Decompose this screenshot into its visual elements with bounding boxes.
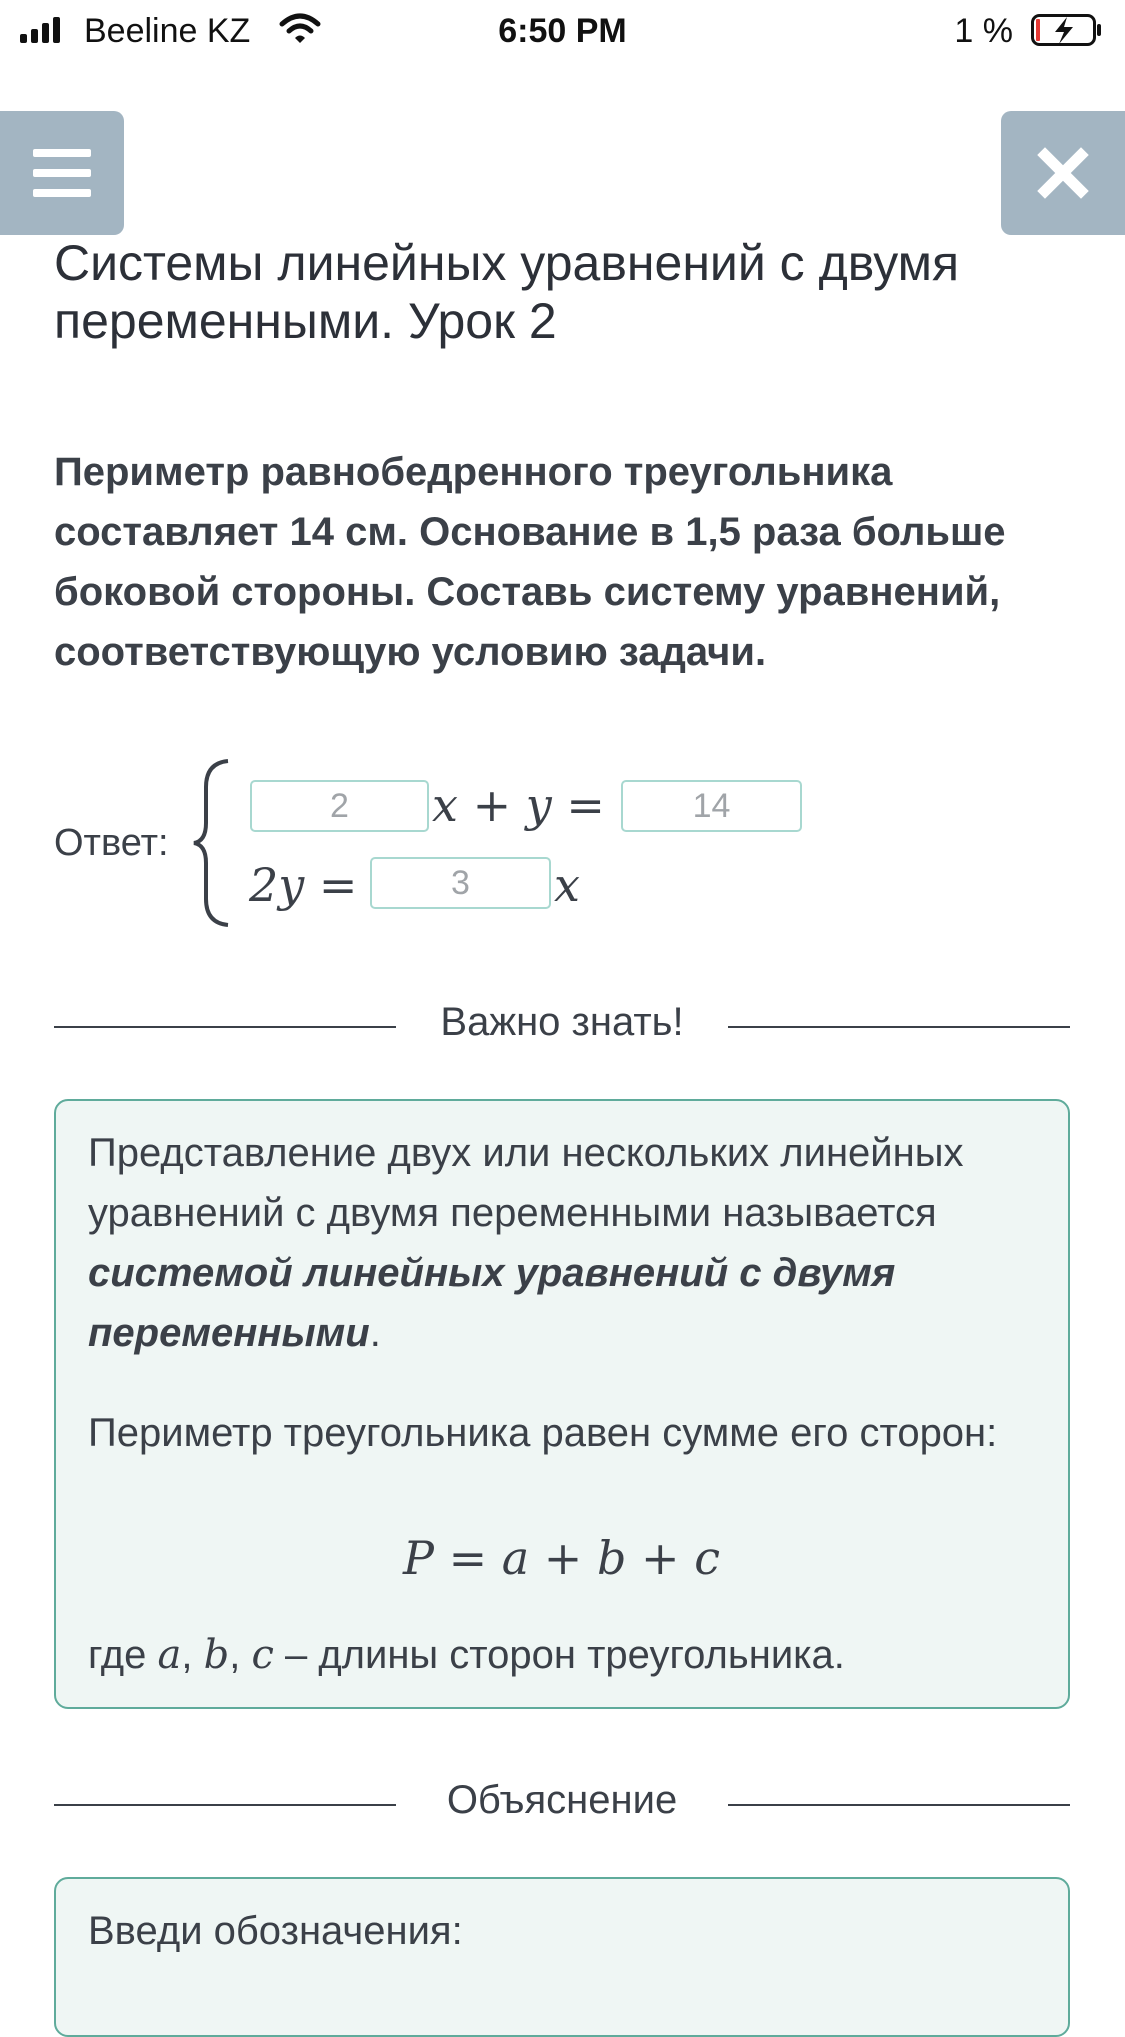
explanation-section-heading xyxy=(54,1778,1070,1830)
battery-charging-icon xyxy=(1031,14,1103,46)
equation-2-right: x xyxy=(554,858,580,912)
definition-text: Представление двух или нескольких линейных уравнений с двумя переменными называется xyxy=(88,1131,964,1235)
formula-b: b xyxy=(596,1531,627,1585)
battery-percent: 1 % xyxy=(954,12,1013,50)
system-definition xyxy=(88,1123,1048,1363)
var-a: a xyxy=(157,1632,182,1678)
sides-note-start: где xyxy=(88,1633,158,1677)
sides-note-end: – длины сторон треугольника. xyxy=(273,1633,845,1677)
formula-plus: + xyxy=(626,1531,695,1585)
close-button[interactable] xyxy=(1001,111,1125,235)
formula-c: c xyxy=(694,1531,720,1585)
system-brace-icon xyxy=(190,757,234,929)
clock: 6:50 PM xyxy=(498,12,627,50)
answer-input-perimeter[interactable]: 14 xyxy=(621,780,802,832)
sep: , xyxy=(229,1633,252,1677)
formula-a: a xyxy=(501,1531,530,1585)
definition-period: . xyxy=(369,1311,381,1355)
answer-input-coefficient-base[interactable]: 3 xyxy=(370,857,551,909)
close-icon xyxy=(1001,111,1125,235)
explanation-text: Введи обозначения: xyxy=(88,1909,463,1953)
perimeter-formula xyxy=(56,1531,1067,1585)
perimeter-rule: Периметр треугольника равен сумме его сторон: xyxy=(88,1411,998,1455)
divider xyxy=(728,1026,1070,1028)
menu-button[interactable] xyxy=(0,111,124,235)
formula-plus: + xyxy=(529,1531,597,1585)
equation-1-left: x + y = xyxy=(432,778,605,832)
formula-equals: = xyxy=(433,1531,502,1585)
important-section-heading xyxy=(54,1000,1070,1052)
lesson-title: Системы линейных уравнений с двумя переменными. Урок 2 xyxy=(54,235,960,349)
var-b: b xyxy=(203,1632,230,1678)
answer-label: Ответ: xyxy=(54,822,169,864)
explanation-box xyxy=(54,1877,1070,2037)
divider xyxy=(728,1804,1070,1806)
explanation-heading-label: Объяснение xyxy=(446,1778,678,1822)
important-heading-label: Важно знать! xyxy=(440,1000,684,1044)
sides-note xyxy=(88,1625,1048,1685)
status-bar xyxy=(0,0,1125,64)
formula-P: P xyxy=(403,1531,434,1585)
carrier-name: Beeline KZ xyxy=(84,12,251,50)
sep: , xyxy=(181,1633,204,1677)
important-info-box xyxy=(54,1099,1070,1709)
equation-2-left: 2y = xyxy=(249,858,358,912)
problem-text: Периметр равнобедренного треугольника составляет 14 см. Основание в 1,5 раза больше боковой стороны. Составь систему уравнений, соответствующую условию задачи. xyxy=(54,450,1006,674)
var-c: c xyxy=(251,1632,274,1678)
definition-term: системой линейных уравнений с двумя переменными xyxy=(88,1251,896,1355)
answer-input-coefficient-x[interactable]: 2 xyxy=(250,780,429,832)
